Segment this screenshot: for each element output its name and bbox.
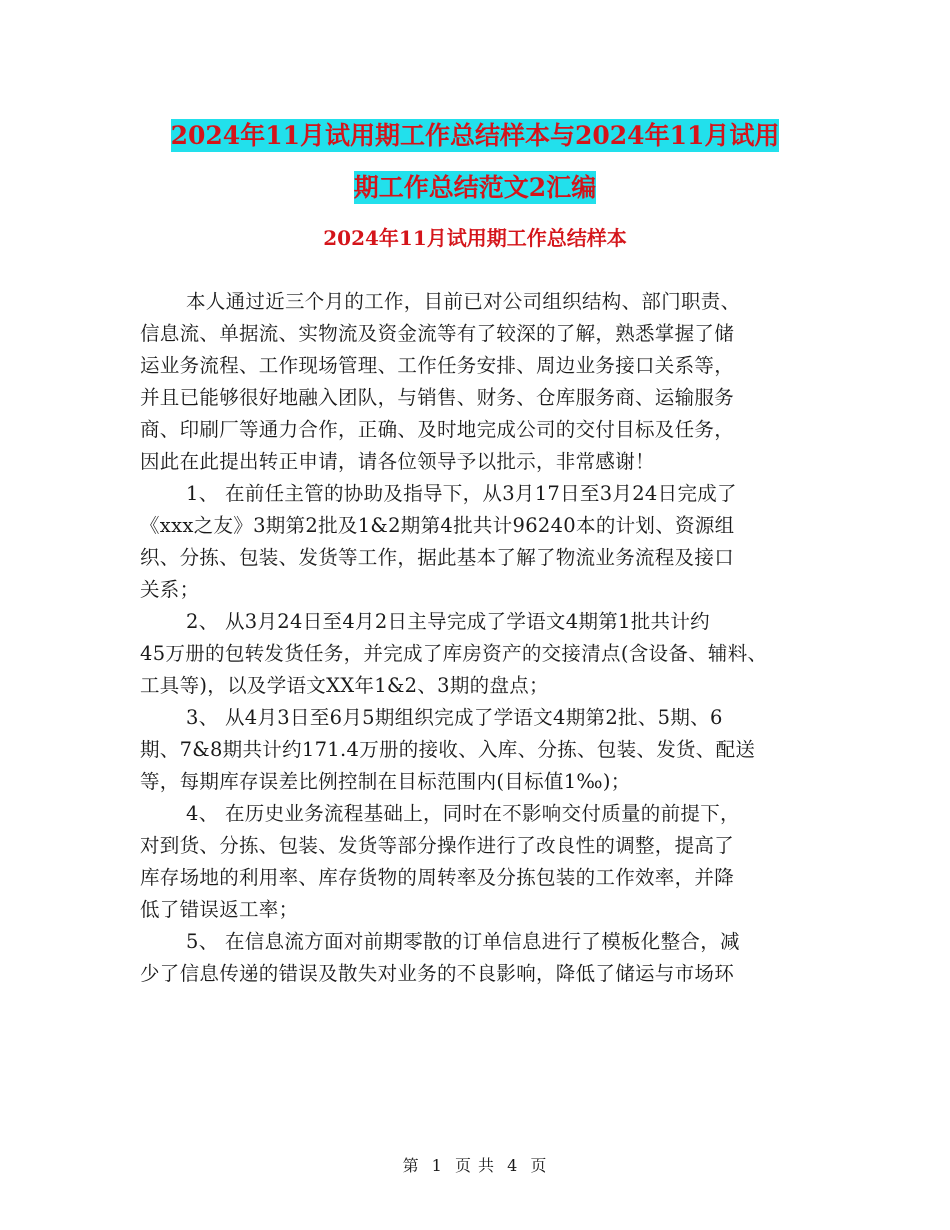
paragraph-line: 对到货、分拣、包装、发货等部分操作进行了改良性的调整，提高了 — [140, 834, 735, 857]
paragraph — [140, 606, 810, 702]
page-total: 4 — [507, 1156, 519, 1175]
paragraph-line: 因此在此提出转正申请，请各位领导予以批示，非常感谢！ — [140, 450, 655, 473]
paragraph-line: 1、 在前任主管的协助及指导下，从3月17日至3月24日完成了 — [186, 482, 737, 505]
paragraph-line: 等，每期库存误差比例控制在目标范围内(目标值1‰)； — [140, 770, 631, 793]
paragraph-line: 工具等)，以及学语文XX年1&2、3期的盘点； — [140, 674, 549, 697]
document-title — [0, 110, 950, 214]
paragraph-line: 库存场地的利用率、库存货物的周转率及分拣包装的工作效率，并降 — [140, 866, 735, 889]
paragraph — [140, 702, 810, 798]
paragraph-line: 2、 从3月24日至4月2日主导完成了学语文4期第1批共计约 — [186, 610, 710, 633]
paragraph — [140, 926, 810, 990]
page-label-suffix: 页 — [530, 1156, 548, 1175]
section-title: 2024年11月试用期工作总结样本 — [323, 226, 627, 250]
paragraph-line: 商、印刷厂等通力合作，正确、及时地完成公司的交付目标及任务， — [140, 418, 735, 441]
paragraph-line: 信息流、单据流、实物流及资金流等有了较深的了解，熟悉掌握了储 — [140, 322, 735, 345]
paragraph-line: 少了信息传递的错误及散失对业务的不良影响，降低了储运与市场环 — [140, 962, 735, 985]
paragraph — [140, 798, 810, 926]
paragraph-line: 5、 在信息流方面对前期零散的订单信息进行了模板化整合，减 — [186, 930, 740, 953]
page-label-mid: 页 共 — [454, 1156, 496, 1175]
document-body — [140, 286, 810, 990]
paragraph-line: 关系； — [140, 578, 200, 601]
paragraph-line: 3、 从4月3日至6月5期组织完成了学语文4期第2批、5期、6 — [186, 706, 723, 729]
paragraph-line: 4、 在历史业务流程基础上，同时在不影响交付质量的前提下， — [186, 802, 740, 825]
paragraph-line: 期、7&8期共计约171.4万册的接收、入库、分拣、包装、发货、配送 — [140, 738, 756, 761]
paragraph-line: 45万册的包转发货任务，并完成了库房资产的交接清点(含设备、辅料、 — [140, 642, 768, 665]
paragraph — [140, 478, 810, 606]
page-footer — [0, 1153, 950, 1176]
paragraph — [140, 286, 810, 478]
paragraph-line: 《xxx之友》3期第2批及1&2期第4批共计96240本的计划、资源组 — [140, 514, 735, 537]
paragraph-line: 并且已能够很好地融入团队，与销售、财务、仓库服务商、运输服务 — [140, 386, 735, 409]
page-label-prefix: 第 — [402, 1156, 420, 1175]
paragraph-line: 本人通过近三个月的工作，目前已对公司组织结构、部门职责、 — [186, 290, 741, 313]
paragraph-line: 织、分拣、包装、发货等工作，据此基本了解了物流业务流程及接口 — [140, 546, 735, 569]
paragraph-line: 低了错误返工率； — [140, 898, 299, 921]
paragraph-line: 运业务流程、工作现场管理、工作任务安排、周边业务接口关系等， — [140, 354, 735, 377]
document-title-line-1: 2024年11月试用期工作总结样本与2024年11月试用 — [170, 121, 780, 150]
document-title-line-2: 期工作总结范文2汇编 — [353, 173, 597, 202]
page-number: 1 — [431, 1156, 443, 1175]
